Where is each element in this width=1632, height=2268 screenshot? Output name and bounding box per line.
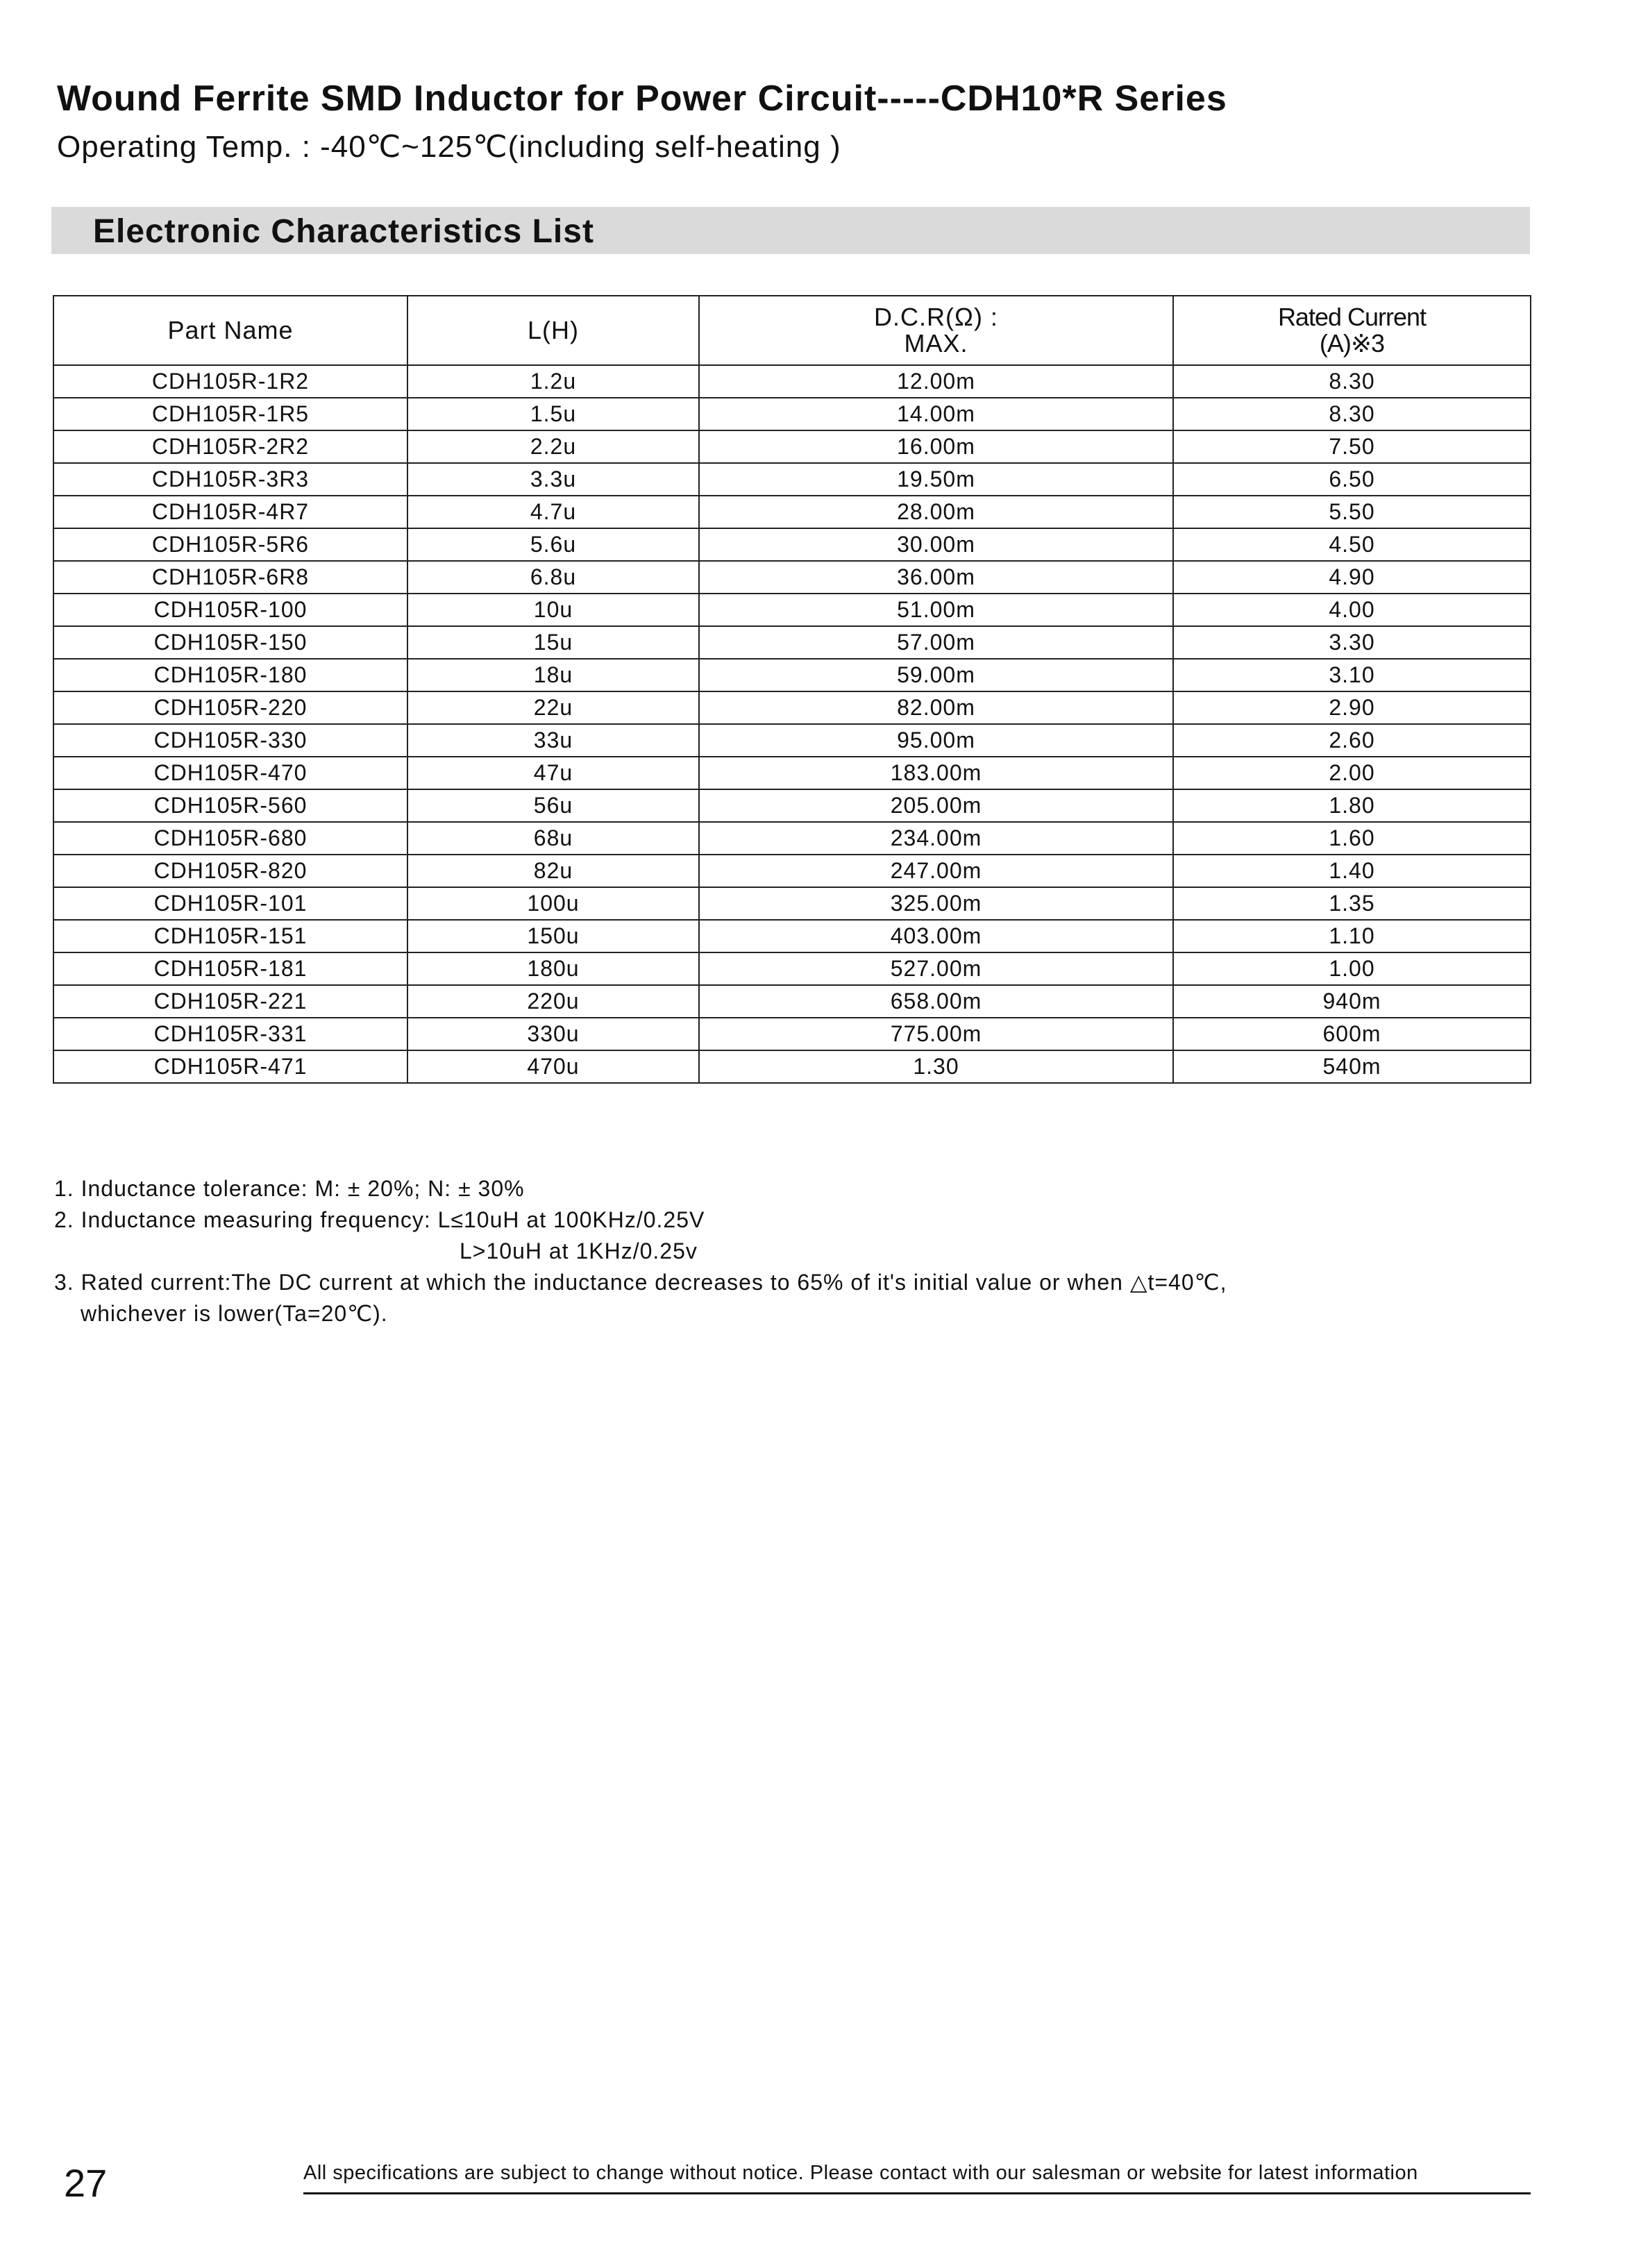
rated-current-cell: 1.60 [1173, 822, 1531, 855]
note-frequency-sub: L>10uH at 1KHz/0.25v [460, 1238, 698, 1263]
rated-current-cell: 1.00 [1173, 952, 1531, 985]
part-name-cell: CDH105R-330 [53, 724, 407, 757]
dcr-cell: 19.50m [699, 463, 1173, 496]
dcr-cell: 1.30 [699, 1050, 1173, 1083]
header-inductance: L(H) [407, 296, 699, 365]
dcr-cell: 205.00m [699, 789, 1173, 822]
header-dcr [699, 296, 1173, 365]
section-title: Electronic Characteristics List [93, 213, 594, 250]
part-name-cell: CDH105R-150 [53, 626, 407, 659]
page-number: 27 [64, 2161, 108, 2205]
document-title: Wound Ferrite SMD Inductor for Power Circuit-----CDH10*R Series [57, 78, 1227, 119]
header-rated-line2: (A)※3 [1319, 329, 1385, 358]
header-dcr-line1: D.C.R(Ω) : [874, 303, 998, 331]
inductance-cell: 82u [407, 855, 699, 887]
dcr-cell: 234.00m [699, 822, 1173, 855]
inductance-cell: 22u [407, 691, 699, 724]
dcr-cell: 82.00m [699, 691, 1173, 724]
table-row [53, 757, 1531, 789]
rated-current-cell: 2.00 [1173, 757, 1531, 789]
part-name-cell: CDH105R-1R2 [53, 365, 407, 398]
table-row [53, 430, 1531, 463]
table-row [53, 659, 1531, 691]
inductance-cell: 330u [407, 1018, 699, 1050]
table-row [53, 952, 1531, 985]
note-frequency: 2. Inductance measuring frequency: L≤10uH at 100KHz/0.25V [54, 1207, 705, 1232]
inductance-cell: 47u [407, 757, 699, 789]
rated-current-cell: 8.30 [1173, 398, 1531, 430]
footer-disclaimer: All specifications are subject to change without notice. Please contact with our salesman or website for latest information [303, 2162, 1418, 2184]
dcr-cell: 16.00m [699, 430, 1173, 463]
document-subtitle: Operating Temp. : -40℃~125℃(including self-heating ) [57, 130, 841, 164]
table-body [53, 365, 1531, 1083]
note-rated-current: 3. Rated current:The DC current at which the inductance decreases to 65% of it's initial value or when △t=40℃, [54, 1270, 1227, 1295]
part-name-cell: CDH105R-331 [53, 1018, 407, 1050]
part-name-cell: CDH105R-3R3 [53, 463, 407, 496]
dcr-cell: 30.00m [699, 528, 1173, 561]
section-header-bar [51, 207, 1530, 254]
inductance-cell: 150u [407, 920, 699, 952]
table-row [53, 822, 1531, 855]
part-name-cell: CDH105R-1R5 [53, 398, 407, 430]
part-name-cell: CDH105R-820 [53, 855, 407, 887]
part-name-cell: CDH105R-5R6 [53, 528, 407, 561]
notes-block [54, 1173, 1227, 1329]
part-name-cell: CDH105R-2R2 [53, 430, 407, 463]
dcr-cell: 14.00m [699, 398, 1173, 430]
table-row [53, 1050, 1531, 1083]
dcr-cell: 95.00m [699, 724, 1173, 757]
rated-current-cell: 7.50 [1173, 430, 1531, 463]
table-header-row [53, 296, 1531, 365]
inductance-cell: 470u [407, 1050, 699, 1083]
table-row [53, 1018, 1531, 1050]
rated-current-cell: 8.30 [1173, 365, 1531, 398]
inductance-cell: 56u [407, 789, 699, 822]
rated-current-cell: 540m [1173, 1050, 1531, 1083]
dcr-cell: 12.00m [699, 365, 1173, 398]
rated-current-cell: 1.80 [1173, 789, 1531, 822]
dcr-cell: 325.00m [699, 887, 1173, 920]
table-row [53, 691, 1531, 724]
inductance-cell: 33u [407, 724, 699, 757]
header-rated-current [1173, 296, 1531, 365]
note-tolerance: 1. Inductance tolerance: M: ± 20%; N: ± 30% [54, 1176, 525, 1201]
dcr-cell: 775.00m [699, 1018, 1173, 1050]
table-row [53, 528, 1531, 561]
table-row [53, 985, 1531, 1018]
part-name-cell: CDH105R-180 [53, 659, 407, 691]
inductance-cell: 220u [407, 985, 699, 1018]
inductance-cell: 68u [407, 822, 699, 855]
rated-current-cell: 3.30 [1173, 626, 1531, 659]
rated-current-cell: 5.50 [1173, 496, 1531, 528]
part-name-cell: CDH105R-221 [53, 985, 407, 1018]
dcr-cell: 51.00m [699, 594, 1173, 626]
table-row [53, 398, 1531, 430]
rated-current-cell: 4.50 [1173, 528, 1531, 561]
dcr-cell: 247.00m [699, 855, 1173, 887]
dcr-cell: 57.00m [699, 626, 1173, 659]
rated-current-cell: 1.10 [1173, 920, 1531, 952]
table-row [53, 887, 1531, 920]
part-name-cell: CDH105R-471 [53, 1050, 407, 1083]
note-rated-current-cont: whichever is lower(Ta=20℃). [81, 1301, 388, 1326]
table-row [53, 789, 1531, 822]
dcr-cell: 658.00m [699, 985, 1173, 1018]
part-name-cell: CDH105R-4R7 [53, 496, 407, 528]
rated-current-cell: 1.40 [1173, 855, 1531, 887]
table-row [53, 626, 1531, 659]
characteristics-table [53, 295, 1531, 1084]
table-row [53, 496, 1531, 528]
inductance-cell: 180u [407, 952, 699, 985]
part-name-cell: CDH105R-470 [53, 757, 407, 789]
part-name-cell: CDH105R-101 [53, 887, 407, 920]
inductance-cell: 5.6u [407, 528, 699, 561]
rated-current-cell: 940m [1173, 985, 1531, 1018]
part-name-cell: CDH105R-151 [53, 920, 407, 952]
header-rated-line1: Rated Current [1277, 303, 1427, 331]
inductance-cell: 3.3u [407, 463, 699, 496]
dcr-cell: 403.00m [699, 920, 1173, 952]
footer-rule [303, 2192, 1531, 2194]
inductance-cell: 1.2u [407, 365, 699, 398]
table-row [53, 365, 1531, 398]
dcr-cell: 527.00m [699, 952, 1173, 985]
part-name-cell: CDH105R-181 [53, 952, 407, 985]
inductance-cell: 4.7u [407, 496, 699, 528]
rated-current-cell: 1.35 [1173, 887, 1531, 920]
table-row [53, 724, 1531, 757]
part-name-cell: CDH105R-560 [53, 789, 407, 822]
dcr-cell: 28.00m [699, 496, 1173, 528]
inductance-cell: 1.5u [407, 398, 699, 430]
table-row [53, 920, 1531, 952]
part-name-cell: CDH105R-680 [53, 822, 407, 855]
inductance-cell: 18u [407, 659, 699, 691]
header-part-name: Part Name [53, 296, 407, 365]
table-row [53, 463, 1531, 496]
part-name-cell: CDH105R-6R8 [53, 561, 407, 594]
inductance-cell: 100u [407, 887, 699, 920]
table-row [53, 855, 1531, 887]
inductance-cell: 10u [407, 594, 699, 626]
rated-current-cell: 6.50 [1173, 463, 1531, 496]
part-name-cell: CDH105R-100 [53, 594, 407, 626]
part-name-cell: CDH105R-220 [53, 691, 407, 724]
rated-current-cell: 4.00 [1173, 594, 1531, 626]
table-row [53, 594, 1531, 626]
rated-current-cell: 2.60 [1173, 724, 1531, 757]
rated-current-cell: 4.90 [1173, 561, 1531, 594]
inductance-cell: 6.8u [407, 561, 699, 594]
table-row [53, 561, 1531, 594]
rated-current-cell: 600m [1173, 1018, 1531, 1050]
rated-current-cell: 2.90 [1173, 691, 1531, 724]
header-dcr-line2: MAX. [904, 329, 968, 358]
dcr-cell: 36.00m [699, 561, 1173, 594]
inductance-cell: 15u [407, 626, 699, 659]
dcr-cell: 183.00m [699, 757, 1173, 789]
inductance-cell: 2.2u [407, 430, 699, 463]
dcr-cell: 59.00m [699, 659, 1173, 691]
rated-current-cell: 3.10 [1173, 659, 1531, 691]
